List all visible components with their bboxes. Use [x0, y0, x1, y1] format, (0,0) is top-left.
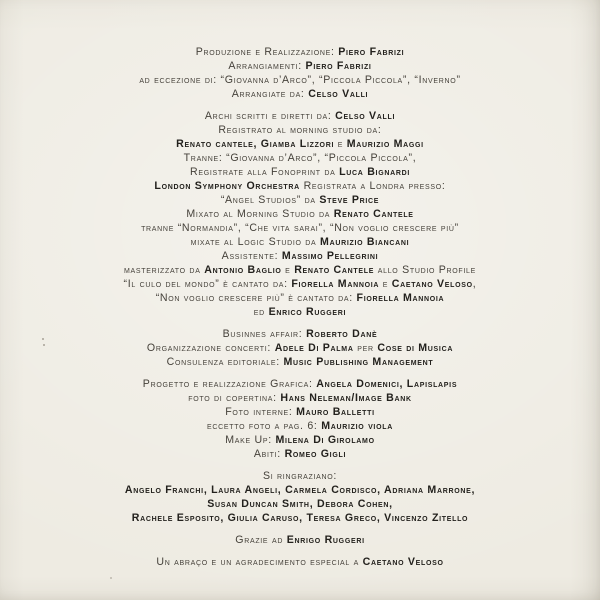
credit-name: Mauro Balletti: [296, 406, 375, 418]
credits-block: [0, 109, 600, 319]
credits-block: [0, 327, 600, 369]
credit-name: Hans Neleman/Image Bank: [280, 392, 412, 404]
credits-line: [0, 305, 600, 319]
credit-text: Si ringraziano:: [262, 470, 337, 482]
credits-line: [0, 277, 600, 291]
credit-text: e: [379, 278, 392, 290]
credits-line: [0, 73, 600, 87]
credit-text: Businnes affair:: [222, 328, 307, 340]
credits-line: [0, 341, 600, 355]
credit-name: Romeo Gigli: [284, 448, 347, 460]
credit-name: Maurizio Biancani: [320, 236, 410, 248]
credit-name: Antonio Baglio: [204, 264, 282, 276]
credits-line: [0, 263, 600, 277]
credit-name: London Symphony Orchestra: [154, 180, 300, 192]
credit-text: Progetto e realizzazione Grafica:: [142, 378, 317, 390]
credit-text: mixate al Logic Studio da: [190, 236, 321, 248]
credits-line: [0, 447, 600, 461]
credits-line: [0, 137, 600, 151]
credit-text: Foto interne:: [225, 406, 297, 418]
credit-text: Assistente:: [221, 250, 282, 262]
credit-name: Steve Price: [319, 194, 380, 206]
credits-block: [0, 45, 600, 101]
credits-line: [0, 221, 600, 235]
credit-text: Grazie ad: [235, 534, 287, 546]
credit-name: Cose di Musica: [377, 342, 454, 354]
credit-text: e: [281, 264, 295, 276]
credit-name: Rachele Esposito, Giulia Caruso, Teresa Greco, Vincenzo Zitello: [131, 512, 469, 524]
credits-line: [0, 249, 600, 263]
credits-block: [0, 377, 600, 461]
credits-line: [0, 207, 600, 221]
credit-text: Organizzazione concerti:: [146, 342, 275, 354]
credit-name: Piero Fabrizi: [338, 46, 405, 58]
credits-block: [0, 469, 600, 525]
credit-name: Angelo Franchi, Laura Angeli, Carmela Cordisco, Adriana Marrone,: [124, 484, 476, 496]
credits-line: [0, 59, 600, 73]
credits-line: [0, 123, 600, 137]
credit-text: Abiti:: [253, 448, 285, 460]
paper-speck: [110, 577, 112, 579]
credit-name: Adele Di Palma: [274, 342, 354, 354]
credit-text: per: [353, 342, 378, 354]
credits-line: [0, 433, 600, 447]
credits-line: [0, 235, 600, 249]
credits-line: [0, 555, 600, 569]
credit-text: allo Studio Profile: [374, 264, 477, 276]
credit-name: Roberto Danè: [306, 328, 378, 340]
credit-text: eccetto foto a pag. 6:: [207, 420, 322, 432]
credit-text: ,: [472, 278, 477, 290]
credit-text: “Il culo del mondo” è cantato da:: [123, 278, 292, 290]
credit-name: Maurizio Maggi: [346, 138, 424, 150]
credits-block: [0, 533, 600, 547]
credits-line: [0, 179, 600, 193]
credit-name: Angela Domenici, Lapislapis: [316, 378, 458, 390]
credit-text: “Non voglio crescere più” è cantato da:: [155, 292, 357, 304]
credits-line: [0, 327, 600, 341]
credit-name: Renato Cantele: [294, 264, 375, 276]
credit-name: Music Publishing Management: [283, 356, 434, 368]
credit-name: Renato cantele, Giamba Lizzori: [176, 138, 335, 150]
credits-line: [0, 355, 600, 369]
paper-speck: [42, 338, 44, 340]
credit-name: Caetano Veloso: [362, 556, 444, 568]
credit-text: Make Up:: [225, 434, 276, 446]
credits-line: [0, 497, 600, 511]
credits-line: [0, 469, 600, 483]
credit-text: Registrate alla Fonoprint da: [189, 166, 340, 178]
credit-name: Enrigo Ruggeri: [286, 534, 365, 546]
credits-line: [0, 291, 600, 305]
credit-text: “Angel Studios” da: [220, 194, 320, 206]
credit-text: Produzione e Realizzazione:: [195, 46, 339, 58]
credit-text: Un abraço e un agradecimento especial a: [156, 556, 363, 568]
credit-name: Maurizio viola: [321, 420, 393, 432]
credit-text: e: [334, 138, 347, 150]
credit-text: foto di copertina:: [188, 392, 281, 404]
credit-name: Enrico Ruggeri: [268, 306, 347, 318]
credits-line: [0, 377, 600, 391]
credits-line: [0, 391, 600, 405]
credits-line: [0, 193, 600, 207]
credit-name: Luca Bignardi: [339, 166, 411, 178]
credit-name: Fiorella Mannoia: [291, 278, 380, 290]
credit-text: Arrangiamenti:: [228, 60, 306, 72]
credit-text: Mixato al Morning Studio da: [186, 208, 334, 220]
credits-line: [0, 151, 600, 165]
credit-name: Massimo Pellegrini: [281, 250, 379, 262]
credit-name: Milena Di Girolamo: [275, 434, 375, 446]
credit-text: Registrato al morning studio da:: [218, 124, 382, 136]
credit-text: masterizzato da: [123, 264, 205, 276]
credit-name: Celso Valli: [335, 110, 396, 122]
credits-block: [0, 555, 600, 569]
credits-line: [0, 405, 600, 419]
credit-text: tranne “Normandia”, “Che vita sarai”, “Non voglio crescere più”: [141, 222, 459, 234]
paper-speck: [43, 344, 45, 346]
credits-line: [0, 165, 600, 179]
credit-name: Susan Duncan Smith, Debora Cohen,: [207, 498, 393, 510]
credits-line: [0, 45, 600, 59]
credit-text: Registrata a Londra presso:: [299, 180, 446, 192]
credits-line: [0, 109, 600, 123]
credits-line: [0, 483, 600, 497]
credits-line: [0, 533, 600, 547]
credit-name: Fiorella Mannoia: [356, 292, 445, 304]
credit-name: Caetano Veloso: [391, 278, 473, 290]
credit-text: Archi scritti e diretti da:: [204, 110, 336, 122]
credit-text: Consulenza editoriale:: [166, 356, 284, 368]
credit-text: ad eccezione di: “Giovanna d’Arco”, “Piccola Piccola”, “Inverno”: [139, 74, 461, 86]
credits-line: [0, 419, 600, 433]
credit-name: Celso Valli: [308, 88, 369, 100]
credits-line: [0, 87, 600, 101]
credit-text: Arrangiate da:: [231, 88, 309, 100]
credit-name: Renato Cantele: [333, 208, 414, 220]
credits-line: [0, 511, 600, 525]
credit-text: Tranne: “Giovanna d’Arco”, “Piccola Piccola”,: [183, 152, 417, 164]
credit-text: ed: [253, 306, 269, 318]
credit-name: Piero Fabrizi: [305, 60, 372, 72]
